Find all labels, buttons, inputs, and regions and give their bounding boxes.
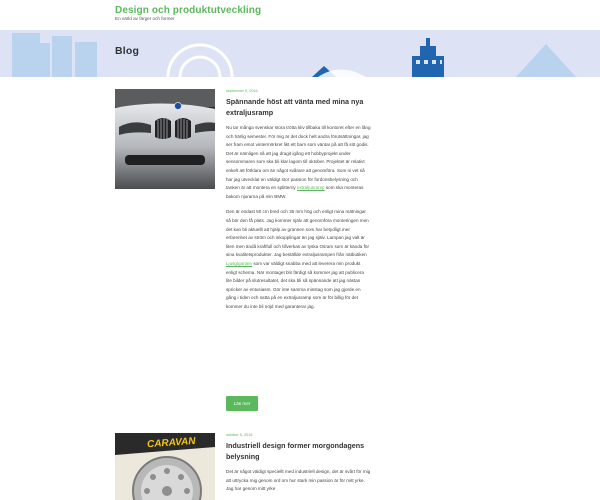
post-article (115, 433, 370, 500)
post-body (226, 89, 371, 318)
read-more-button[interactable]: Läs mer (226, 396, 258, 411)
site-tagline: En värld av färger och former (115, 16, 175, 21)
ljusgiganten-link[interactable]: Ljusgiganten (226, 260, 253, 266)
post-thumbnail-lamp[interactable] (115, 433, 215, 500)
post-title-link[interactable]: Spännande höst att vänta med mina nya extraljusramp (226, 97, 364, 117)
thumb-brand-text: CARAVAN (146, 435, 196, 451)
post-title-link[interactable]: Industriell design former morgondagens belysning (226, 441, 365, 461)
car-grille-image (115, 89, 215, 189)
post-article (115, 89, 370, 419)
post-paragraph (226, 208, 371, 311)
paragraph-text: Den är endast 50 cm bred och 35 mm hög och enligt mina mätningar så bör den få plats. Jag kommer själv att genomföra monteringen men det kan bli aktuellt att hjälp av grannen som har betydligt mer erfarenhet av ström och inkopplingar än jag själv. Lampan jag valt är liten men ändå kraftfull och tillverkas av tyska Osram som är kända för sina kvalitetsprodukter. Jag beställde extraljusrampen från nätbutiken (226, 209, 369, 258)
post-paragraph (226, 124, 371, 201)
lamp-image (115, 433, 215, 500)
site-title-link[interactable]: Design och produktutveckling (115, 5, 262, 16)
paragraph-text: Nu tar många svenskar stora trötta kliv tillbaka till kontoret efter en lång och härlig semester. För mig är det dock helt andra förutsättningar, jag ser fram emot vintermörkret likt ett barn som väntar på att få sitt godis. Det är nämligen så att jag dragit igång ett hobbyprojekt under sensommaren som ska bli klar lagom till oktober. Projektet är relativt enkelt att förklara om än något svårare att genomföra. Som ni vet så har jag utvecklat en väldigt stor passion för fordonsbelysning och tanken är att montera en splitterny (226, 125, 371, 191)
post-body (226, 433, 371, 500)
site-header (0, 0, 600, 30)
post-thumbnail-car-grille[interactable] (115, 89, 215, 189)
post-paragraph: Det är något väldigt speciellt med industriell design, det är svårt för mig att uttrycka mig genom ord om hur stark min passion är för mitt yrke. Jag har genom mitt yrke (226, 469, 371, 492)
paragraph-text: som var väldigt snabba med att leverera min produkt enligt schema. När montaget blir färdigt så kommer jag att publicera lite bilder på slutresultatet, det ska bli så spännande att jag nästan spricker av entusiasm. Gör inte samma misstag som jag gjorde en gång i tiden och satta på en extraljusramp som är för billig för det kommer du inte bli nöjd med garanterar jag. (226, 260, 364, 309)
hero-illustration (0, 30, 600, 77)
post-excerpt (226, 124, 371, 311)
hero-banner (0, 30, 600, 77)
page-title: Blog (115, 45, 140, 57)
post-date[interactable]: oktober 5, 2016 (226, 433, 253, 437)
paragraph-text: som ska monteras bakom njurarna på min BMW. (226, 185, 364, 199)
post-excerpt (226, 468, 371, 494)
post-date[interactable]: september 9, 2016 (226, 89, 258, 93)
extraljusramp-link[interactable]: extraljusramp (297, 185, 325, 191)
